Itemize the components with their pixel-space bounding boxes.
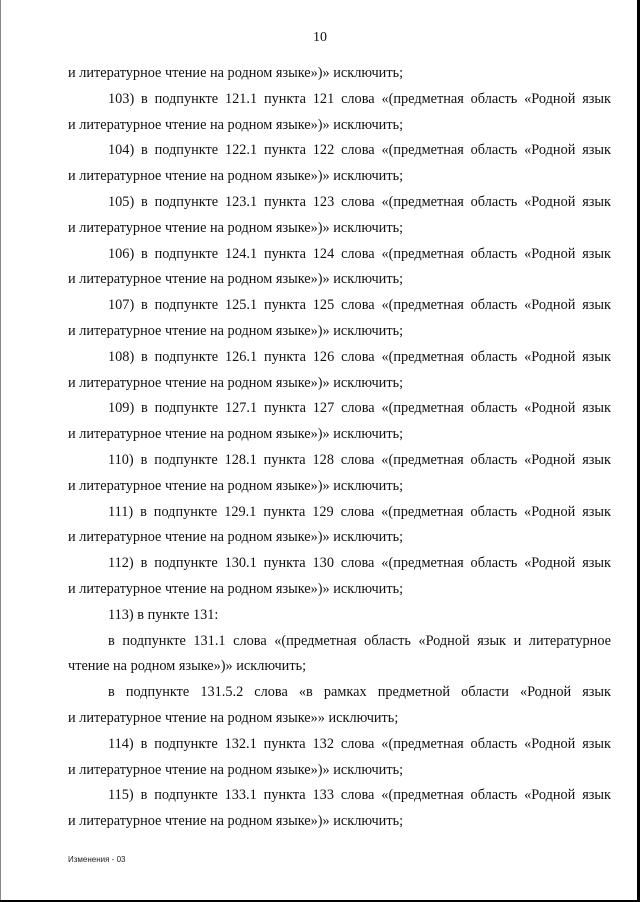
- amendment-line: 107) в подпункте 125.1 пункта 125 слова «(предметная область «Родной язык: [108, 297, 611, 314]
- amendment-line: и литературное чтение на родном языке»)» исключить;: [68, 426, 404, 443]
- amendment-line: в подпункте 131.1 слова «(предметная область «Родной язык и литературное: [108, 632, 611, 649]
- amendment-line: и литературное чтение на родном языке»)» исключить;: [68, 580, 404, 597]
- amendment-line: и литературное чтение на родном языке»)» исключить;: [68, 322, 404, 339]
- amendment-108: [68, 345, 611, 397]
- amendment-113-heading: 113) в пункте 131:: [108, 606, 219, 623]
- amendment-line: и литературное чтение на родном языке»)» исключить;: [68, 813, 404, 830]
- amendment-line: и литературное чтение на родном языке»)» исключить;: [68, 761, 404, 778]
- amendment-line: 103) в подпункте 121.1 пункта 121 слова «(предметная область «Родной язык: [108, 90, 611, 107]
- scan-edge-left: [0, 0, 1, 902]
- amendment-line: в подпункте 131.5.2 слова «в рамках предметной области «Родной язык: [108, 684, 611, 701]
- amendment-107: [68, 293, 611, 345]
- amendment-111: [68, 500, 611, 552]
- amendment-line: 104) в подпункте 122.1 пункта 122 слова «(предметная область «Родной язык: [108, 142, 611, 159]
- amendment-line: и литературное чтение на родном языке»)» исключить;: [68, 271, 404, 288]
- amendment-110: [68, 448, 611, 500]
- amendment-line: и литературное чтение на родном языке»)» исключить;: [68, 219, 404, 236]
- amendment-line: 109) в подпункте 127.1 пункта 127 слова «(предметная область «Родной язык: [108, 400, 611, 417]
- amendment-line: 110) в подпункте 128.1 пункта 128 слова «(предметная область «Родной язык: [108, 451, 611, 468]
- amendment-109: [68, 396, 611, 448]
- amendment-line: и литературное чтение на родном языке»)» исключить;: [68, 168, 404, 185]
- amendment-line: и литературное чтение на родном языке»)» исключить;: [68, 529, 404, 546]
- amendment-114: [68, 732, 611, 784]
- amendment-line: 111) в подпункте 129.1 пункта 129 слова «(предметная область «Родной язык: [108, 503, 611, 520]
- amendment-112: [68, 551, 611, 603]
- amendment-line: 105) в подпункте 123.1 пункта 123 слова «(предметная область «Родной язык: [108, 193, 611, 210]
- amendment-line: 112) в подпункте 130.1 пункта 130 слова «(предметная область «Родной язык: [108, 555, 611, 572]
- amendment-115: [68, 783, 611, 835]
- amendment-line: и литературное чтение на родном языке»)» исключить;: [68, 477, 404, 494]
- amendment-103: [68, 87, 611, 139]
- amendment-113-sub-2: [68, 680, 611, 732]
- amendment-113-sub-1: [68, 629, 611, 681]
- amendment-line: и литературное чтение на родном языке»)» исключить;: [68, 116, 404, 133]
- amendment-line: 114) в подпункте 132.1 пункта 132 слова «(предметная область «Родной язык: [108, 735, 611, 752]
- amendment-line: чтение на родном языке»)» исключить;: [68, 658, 307, 675]
- footer-revision-label: Изменения - 03: [68, 855, 126, 864]
- amendment-line: и литературное чтение на родном языке»)» исключить;: [68, 374, 404, 391]
- amendment-104: [68, 138, 611, 190]
- amendment-105: [68, 190, 611, 242]
- document-body: [68, 61, 611, 835]
- continuation-line: и литературное чтение на родном языке»)» исключить;: [68, 65, 404, 81]
- amendment-line: и литературное чтение на родном языке»» исключить;: [68, 709, 399, 726]
- page-number: 10: [313, 30, 327, 45]
- amendment-line: 115) в подпункте 133.1 пункта 133 слова «(предметная область «Родной язык: [108, 787, 611, 804]
- amendment-line: 108) в подпункте 126.1 пункта 126 слова «(предметная область «Родной язык: [108, 348, 611, 365]
- amendment-106: [68, 242, 611, 294]
- amendment-line: 106) в подпункте 124.1 пункта 124 слова «(предметная область «Родной язык: [108, 245, 611, 262]
